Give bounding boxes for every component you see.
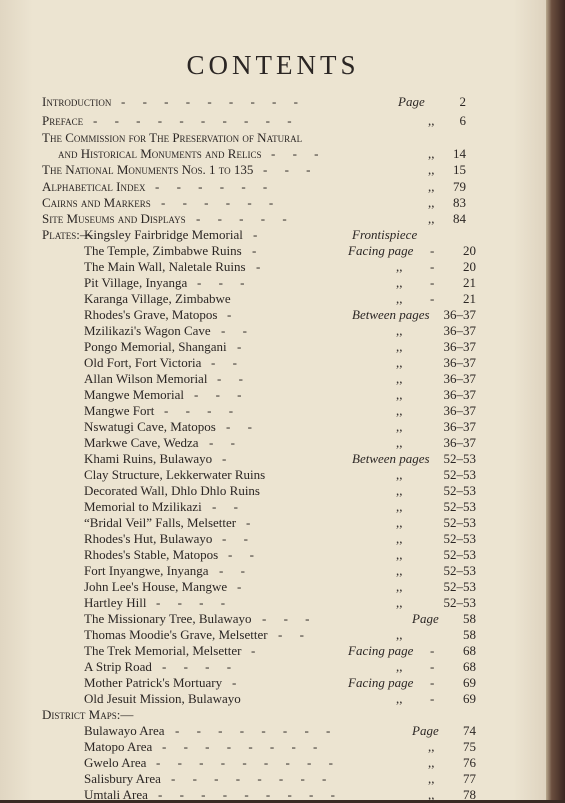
front-entry-marker: ,, (428, 113, 435, 128)
plates-entry-leader: - (253, 227, 265, 242)
maps-entry-leader: - - - - - - - - (162, 739, 325, 754)
front-entry (0, 112, 546, 129)
plates-entry-marker: ,, (396, 515, 403, 530)
plates-entry-page-number: 20 (463, 259, 476, 274)
front-entry-leader: - - - (271, 146, 326, 161)
plates-heading-label: Plates:— (42, 227, 93, 242)
plates-entry-label: The Trek Memorial, Melsetter (84, 643, 242, 658)
plates-entry-label: Markwe Cave, Wedza (84, 435, 199, 450)
maps-entry-label: Bulawayo Area (84, 723, 165, 738)
plates-entry (0, 402, 546, 419)
plates-entry-label: Pit Village, Inyanga (84, 275, 188, 290)
plates-entry-label: Old Fort, Fort Victoria (84, 355, 202, 370)
plates-entry-label: Memorial to Mzilikazi (84, 499, 202, 514)
plates-entry-marker: Facing page (348, 243, 414, 258)
front-entry-page-number: 79 (453, 179, 466, 194)
plates-entry-marker: ,, (396, 691, 403, 706)
plates-entry-label: Rhodes's Hut, Bulawayo (84, 531, 213, 546)
plates-entry-page-number: 58 (463, 611, 476, 626)
plates-entry-page-number: 52–53 (443, 467, 476, 482)
plates-entry-page-number: 36–37 (443, 307, 476, 322)
plates-entry-page-number: 36–37 (443, 387, 476, 402)
front-entry (0, 129, 546, 146)
book-gutter (546, 0, 565, 800)
plates-entry-dash: - (430, 643, 435, 658)
plates-entry-label: Allan Wilson Memorial (84, 371, 208, 386)
front-entry (0, 178, 546, 195)
maps-entry (0, 738, 546, 755)
maps-entry-leader: - - - - - - - - (175, 723, 338, 738)
plates-entry-leader: - - (219, 563, 252, 578)
plates-entry-label: Old Jesuit Mission, Bulawayo (84, 691, 241, 706)
plates-entry-page-number: 52–53 (443, 499, 476, 514)
plates-entry-leader: - - - - (156, 595, 233, 610)
plates-entry-page-number: 21 (463, 275, 476, 290)
plates-entry-leader: - - - (262, 611, 317, 626)
maps-entry-page-number: 77 (463, 771, 476, 786)
plates-entry-dash: - (430, 675, 435, 690)
front-entry-label: Cairns and Markers (42, 195, 151, 210)
plates-entry-label: Mangwe Fort (84, 403, 155, 418)
front-entry-page-number: 6 (459, 113, 466, 128)
front-entry-page-number: 83 (453, 195, 466, 210)
plates-entry-label: Clay Structure, Lekkerwater Ruins (84, 467, 266, 482)
front-entry-marker: ,, (428, 195, 435, 210)
plates-entry-label: Hartley Hill (84, 595, 147, 610)
plates-entry-marker: ,, (396, 323, 403, 338)
page-title: CONTENTS (186, 50, 360, 80)
plates-entry-dash: - (430, 659, 435, 674)
plates-entry (0, 466, 546, 483)
front-entry-page-number: 15 (453, 162, 466, 177)
plates-entry-leader: - - (209, 435, 242, 450)
plates-entry (0, 658, 546, 675)
plates-entry-marker: ,, (396, 291, 403, 306)
plates-entry-marker: ,, (396, 595, 403, 610)
plates-entry-label: Thomas Moodie's Grave, Melsetter (84, 627, 268, 642)
plates-entry-label: The Missionary Tree, Bulawayo (84, 611, 252, 626)
plates-entry-label: Mzilikazi's Wagon Cave (84, 323, 211, 338)
plates-entry-page-number: 36–37 (443, 355, 476, 370)
plates-entry (0, 338, 546, 355)
plates-entry-marker: ,, (396, 387, 403, 402)
plates-entry-label: Rhodes's Grave, Matopos (84, 307, 218, 322)
plates-entry-marker: ,, (396, 563, 403, 578)
front-entry-page-number: 14 (453, 146, 466, 161)
front-entry-label: Alphabetical Index (42, 179, 146, 194)
plates-entry (0, 370, 546, 387)
plates-entry-marker: ,, (396, 435, 403, 450)
plates-entry-page-number: 36–37 (443, 339, 476, 354)
maps-entry (0, 754, 546, 771)
maps-entry-label: Matopo Area (84, 739, 153, 754)
plates-entry-label: Fort Inyangwe, Inyanga (84, 563, 209, 578)
front-entry-label: Site Museums and Displays (42, 211, 186, 226)
plates-entry-marker: ,, (396, 403, 403, 418)
maps-entry-leader: - - - - - - - - (171, 771, 334, 786)
plates-entry-page-number: 20 (463, 243, 476, 258)
front-entry-marker: ,, (428, 211, 435, 226)
plates-entry-leader: - (256, 259, 268, 274)
plates-entry-leader: - - (278, 627, 311, 642)
maps-entry-marker: ,, (428, 739, 435, 754)
plates-entry-leader: - - (212, 499, 245, 514)
plates-entry-page-number: 36–37 (443, 419, 476, 434)
plates-entry-marker: ,, (396, 627, 403, 642)
plates-entry-page-number: 52–53 (443, 515, 476, 530)
plates-entry-label: “Bridal Veil” Falls, Melsetter (84, 515, 237, 530)
plates-entry-dash: - (430, 691, 435, 706)
front-entry-label: The National Monuments Nos. 1 to 135 (42, 162, 254, 177)
plates-entry-label: The Main Wall, Naletale Ruins (84, 259, 246, 274)
plates-entry-marker: ,, (396, 579, 403, 594)
plates-entry-label: Mother Patrick's Mortuary (84, 675, 223, 690)
plates-entry-page-number: 21 (463, 291, 476, 306)
front-entry-marker: Page (398, 94, 425, 109)
maps-entry-marker: ,, (428, 771, 435, 786)
maps-entry (0, 770, 546, 787)
plates-entry (0, 434, 546, 451)
maps-entry-leader: - - - - - - - - - (158, 787, 342, 802)
front-entry (0, 93, 546, 110)
plates-entry-page-number: 52–53 (443, 547, 476, 562)
plates-entry (0, 514, 546, 531)
plates-entry-page-number: 68 (463, 643, 476, 658)
plates-entry-label: Khami Ruins, Bulawayo (84, 451, 213, 466)
front-entry-label: Introduction (42, 94, 112, 109)
plates-entry-leader: - (237, 579, 249, 594)
front-entry-page-number: 84 (453, 211, 466, 226)
plates-entry-marker: ,, (396, 547, 403, 562)
maps-entry-page-number: 76 (463, 755, 476, 770)
plates-entry (0, 626, 546, 643)
plates-entry-leader: - (252, 243, 264, 258)
front-entry-leader: - - - - - - - - - (121, 94, 305, 109)
plates-entry (0, 450, 546, 467)
plates-entry-marker: Page (412, 611, 439, 626)
front-entry-label: and Historical Monuments and Relics (58, 146, 262, 161)
plates-entry-page-number: 69 (463, 675, 476, 690)
maps-entry-page-number: 78 (463, 787, 476, 802)
front-entry-leader: - - - (263, 162, 318, 177)
plates-entry-marker: Facing page (348, 643, 414, 658)
plates-entry-marker: Between pages (352, 451, 430, 466)
front-entry-leader: - - - - - (196, 211, 294, 226)
plates-entry-leader: - - - (197, 275, 252, 290)
maps-entry (0, 786, 546, 803)
plates-entry-label: Kingsley Fairbridge Memorial (84, 227, 243, 242)
plates-entry-leader: - - - - (164, 403, 241, 418)
front-entry-leader: - - - - - - - - - - (93, 113, 299, 128)
plates-entry-page-number: 68 (463, 659, 476, 674)
plates-entry (0, 642, 546, 659)
plates-entry-label: A Strip Road (84, 659, 152, 674)
plates-entry-page-number: 52–53 (443, 531, 476, 546)
plates-entry-dash: - (430, 275, 435, 290)
plates-entry-page-number: 36–37 (443, 435, 476, 450)
plates-entry (0, 386, 546, 403)
plates-entry (0, 258, 546, 275)
maps-entry-page-number: 75 (463, 739, 476, 754)
maps-entry-leader: - - - - - - - - - (156, 755, 340, 770)
plates-entry-marker: ,, (396, 531, 403, 546)
plates-entry-leader: - - (221, 323, 254, 338)
plates-entry-marker: ,, (396, 259, 403, 274)
plates-entry-page-number: 36–37 (443, 323, 476, 338)
plates-entry-leader: - - - (194, 387, 249, 402)
front-entry-leader: - - - - - - (155, 179, 275, 194)
plates-entry-marker: ,, (396, 275, 403, 290)
plates-entry-page-number: 58 (463, 627, 476, 642)
plates-entry-page-number: 52–53 (443, 595, 476, 610)
plates-entry (0, 274, 546, 291)
plates-entry-label: Decorated Wall, Dhlo Dhlo Ruins (84, 483, 260, 498)
plates-entry-marker: Frontispiece (352, 227, 418, 242)
maps-entry-page-number: 74 (463, 723, 476, 738)
front-entry (0, 161, 546, 178)
plates-entry (0, 498, 546, 515)
plates-entry (0, 354, 546, 371)
front-entry-label: Preface (42, 113, 84, 128)
plates-entry-page-number: 36–37 (443, 371, 476, 386)
maps-entry-marker: Page (412, 723, 439, 738)
plates-entry-leader: - (222, 451, 234, 466)
plates-entry (0, 610, 546, 627)
plates-entry-page-number: 52–53 (443, 563, 476, 578)
plates-entry-page-number: 52–53 (443, 451, 476, 466)
plates-entry-leader: - - (226, 419, 259, 434)
plates-entry-marker: ,, (396, 499, 403, 514)
plates-entry-leader: - (237, 339, 249, 354)
plates-entry-dash: - (430, 243, 435, 258)
plates-entry-page-number: 36–37 (443, 403, 476, 418)
front-entry-leader: - - - - - - (161, 195, 281, 210)
plates-entry (0, 546, 546, 563)
plates-entry-label: John Lee's House, Mangwe (84, 579, 228, 594)
plates-entry-marker: ,, (396, 483, 403, 498)
plates-entry-label: Pongo Memorial, Shangani (84, 339, 227, 354)
plates-entry-page-number: 52–53 (443, 483, 476, 498)
plates-entry-marker: Facing page (348, 675, 414, 690)
plates-entry (0, 290, 546, 307)
plates-entry-marker: ,, (396, 355, 403, 370)
front-entry-marker: ,, (428, 146, 435, 161)
plates-entry-dash: - (430, 259, 435, 274)
plates-entry-dash: - (430, 291, 435, 306)
maps-heading-label: District Maps:— (42, 707, 134, 722)
maps-entry-label: Umtali Area (84, 787, 148, 802)
plates-entry-label: The Temple, Zimbabwe Ruins (84, 243, 242, 258)
maps-entry-marker: ,, (428, 787, 435, 802)
plates-entry-page-number: 69 (463, 691, 476, 706)
plates-entry-leader: - - (211, 355, 244, 370)
maps-entry-marker: ,, (428, 755, 435, 770)
maps-entry (0, 722, 546, 739)
plates-entry (0, 674, 546, 691)
front-entry (0, 194, 546, 211)
front-entry-marker: ,, (428, 179, 435, 194)
plates-entry-marker: ,, (396, 659, 403, 674)
front-entry (0, 145, 546, 162)
plates-entry (0, 578, 546, 595)
plates-entry-marker: ,, (396, 467, 403, 482)
plates-entry-label: Mangwe Memorial (84, 387, 185, 402)
plates-entry (0, 594, 546, 611)
maps-entry-label: Salisbury Area (84, 771, 161, 786)
plates-entry-marker: Between pages (352, 307, 430, 322)
plates-entry-leader: - - - - (162, 659, 239, 674)
front-entry-page-number: 2 (459, 94, 466, 109)
plates-entry (0, 530, 546, 547)
maps-entry-label: Gwelo Area (84, 755, 147, 770)
front-entry (0, 210, 546, 227)
plates-entry-marker: ,, (396, 419, 403, 434)
front-entry-label: The Commission for The Preservation of Natural (42, 130, 303, 145)
plates-entry-label: Nswatugi Cave, Matopos (84, 419, 216, 434)
plates-entry-leader: - - (228, 547, 261, 562)
plates-entry (0, 306, 546, 323)
plates-entry-label: Karanga Village, Zimbabwe (84, 291, 231, 306)
plates-entry (0, 322, 546, 339)
plates-entry-page-number: 52–53 (443, 579, 476, 594)
plates-entry (0, 562, 546, 579)
plates-entry (0, 482, 546, 499)
plates-entry-leader: - (227, 307, 239, 322)
plates-entry-leader: - (232, 675, 244, 690)
plates-entry-leader: - (251, 643, 263, 658)
plates-entry-marker: ,, (396, 371, 403, 386)
plates-entry-label: Rhodes's Stable, Matopos (84, 547, 219, 562)
plates-entry-leader: - (246, 515, 258, 530)
plates-entry (0, 690, 546, 707)
plates-entry (0, 242, 546, 259)
plates-entry-leader: - - (222, 531, 255, 546)
plates-entry (0, 226, 546, 243)
front-entry-marker: ,, (428, 162, 435, 177)
plates-entry (0, 418, 546, 435)
plates-entry-leader: - - (217, 371, 250, 386)
plates-entry-marker: ,, (396, 339, 403, 354)
